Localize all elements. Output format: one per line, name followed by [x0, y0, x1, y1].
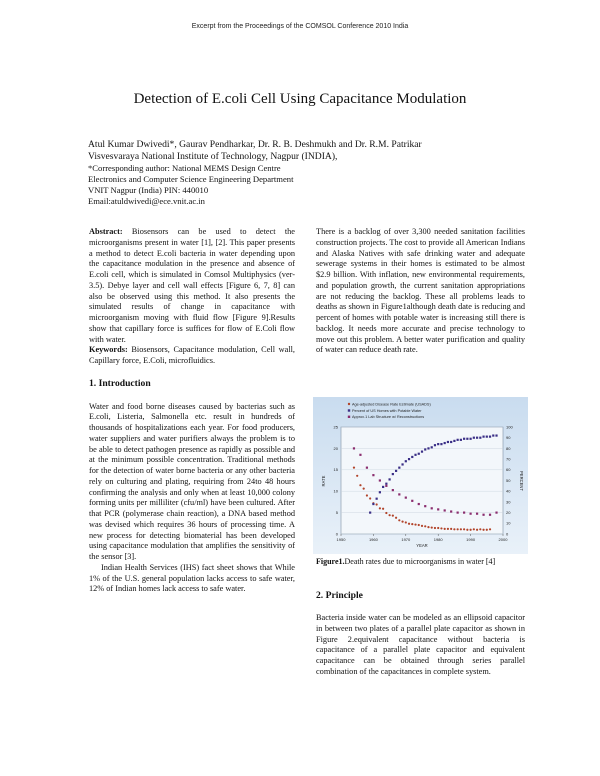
- data-point-disease-rate: [395, 517, 397, 519]
- data-point-lab-structure: [463, 512, 465, 514]
- data-point-potable-water: [486, 436, 488, 438]
- data-point-potable-water: [395, 470, 397, 472]
- author-block: [88, 139, 528, 207]
- data-point-potable-water: [440, 443, 442, 445]
- data-point-disease-rate: [427, 526, 429, 528]
- data-point-lab-structure: [411, 500, 413, 502]
- data-point-disease-rate: [353, 467, 355, 469]
- y-tick-label: 15: [333, 467, 338, 473]
- data-point-lab-structure: [470, 513, 472, 515]
- data-point-disease-rate: [482, 529, 484, 531]
- data-point-lab-structure: [476, 513, 478, 515]
- data-point-potable-water: [379, 491, 381, 493]
- institute-line: Visvesvaraya National Institute of Technology, Nagpur (INDIA),: [88, 151, 338, 162]
- data-point-disease-rate: [450, 528, 452, 530]
- y-tick-label: 5: [335, 510, 338, 515]
- data-point-potable-water: [434, 444, 436, 446]
- data-point-disease-rate: [473, 528, 475, 530]
- data-point-lab-structure: [431, 507, 433, 509]
- x-tick-label: 2000: [498, 537, 508, 542]
- principle-paragraph: Bacteria inside water can be modeled as an ellipsoid capacitor in between two plates of a parallel plate capacitor as shown in Figure 2.equivalent capacitance without bacteria is capacitance of a parallel plate capacitor and equivalent capacitance can be obtained through series parallel combination of the capacitances in complete system.: [316, 613, 525, 676]
- data-point-disease-rate: [414, 523, 416, 525]
- y2-tick-label: 50: [506, 477, 511, 483]
- x-tick-label: 1960: [368, 537, 378, 542]
- data-point-disease-rate: [431, 526, 433, 528]
- data-point-disease-rate: [369, 497, 371, 499]
- plot-area: [341, 427, 503, 534]
- data-point-potable-water: [460, 439, 462, 441]
- data-point-lab-structure: [379, 479, 381, 481]
- data-point-potable-water: [382, 486, 384, 488]
- authors-line: Atul Kumar Dwivedi*, Gaurav Pendharkar, Dr. R. B. Deshmukh and Dr. R.M. Patrikar: [88, 139, 422, 150]
- corresponding-line: *Corresponding author: National MEMS Design Centre: [88, 163, 281, 173]
- y2-tick-label: 10: [506, 520, 511, 526]
- keywords-label: Keywords:: [89, 345, 128, 355]
- data-point-potable-water: [473, 437, 475, 439]
- data-point-potable-water: [385, 483, 387, 485]
- y2-tick-label: 30: [506, 499, 511, 505]
- data-point-disease-rate: [470, 529, 472, 531]
- data-point-disease-rate: [389, 514, 391, 516]
- keywords-text: Biosensors, Capacitance modulation, Cell wall, Capillary force, E.Coli, microfluidics.: [89, 345, 295, 365]
- principle-heading: 2. Principle: [316, 590, 363, 601]
- data-point-disease-rate: [424, 525, 426, 527]
- data-point-disease-rate: [421, 525, 423, 527]
- data-point-disease-rate: [363, 488, 365, 490]
- data-point-lab-structure: [392, 489, 394, 491]
- data-point-potable-water: [372, 503, 374, 505]
- data-point-potable-water: [414, 454, 416, 456]
- y-tick-label: 0: [335, 531, 338, 537]
- data-point-lab-structure: [489, 514, 491, 516]
- data-point-lab-structure: [450, 510, 452, 512]
- data-point-potable-water: [408, 458, 410, 460]
- data-point-potable-water: [457, 439, 459, 441]
- data-point-potable-water: [479, 437, 481, 439]
- data-point-lab-structure: [353, 447, 355, 449]
- data-point-potable-water: [447, 441, 449, 443]
- y2-tick-label: 0: [506, 531, 509, 537]
- data-point-potable-water: [437, 443, 439, 445]
- data-point-lab-structure: [359, 454, 361, 456]
- data-point-disease-rate: [376, 503, 378, 505]
- address-line: VNIT Nagpur (India) PIN: 440010: [88, 185, 209, 195]
- data-point-potable-water: [476, 437, 478, 439]
- abstract-text: Biosensors can be used to detect the microorganisms present in water [1], [2]. This paper presents a method to detect E.coli bacteria in water depending upon the capacitance modulation in the presence and absence of E.coli cell, which is simulated in Comsol Multiphysics (ver-3.5). Debye layer and cell wall effects [Figure 6, 7, 8] can also be observed using this method. It also presents the simulated results of change in capacitance with microorganism moving with fluid flow [Figure 9].Results show that capillary force is suffices for flow of E.Coli flow with water.: [89, 227, 295, 344]
- data-point-lab-structure: [444, 509, 446, 511]
- data-point-potable-water: [466, 438, 468, 440]
- data-point-potable-water: [492, 434, 494, 436]
- department-line: Electronics and Computer Science Engineering Department: [88, 174, 294, 184]
- data-point-potable-water: [369, 512, 371, 514]
- data-point-potable-water: [427, 447, 429, 449]
- legend-marker-1: [348, 403, 350, 405]
- data-point-disease-rate: [476, 529, 478, 531]
- data-point-disease-rate: [463, 528, 465, 530]
- data-point-potable-water: [482, 436, 484, 438]
- data-point-disease-rate: [366, 494, 368, 496]
- y2-tick-label: 60: [506, 467, 511, 473]
- figure-caption-text: Death rates due to microorganisms in water [4]: [344, 557, 496, 566]
- data-point-lab-structure: [372, 474, 374, 476]
- right-column: [316, 227, 525, 356]
- data-point-disease-rate: [489, 528, 491, 530]
- intro-paragraph-1: Water and food borne diseases caused by bacterias such as E.coli, Listeria, Salmonella etc. result in hundreds of thousands of hospitalizations each year. For food producers, water suppliers and water purifiers always the problem is to be able to detect pathogen presence as rapidly as possible and at the minimum possible concentration. Traditional methods for the detection of water borne bacteria or any other bacteria rely on culturing and plating, requiring from 24to 48 hours confirming the analysis and only when at least 10,000 colony forming units per milliliter (cfu/ml) have been cultured. After that PCR (polymerase chain reaction), a DNA based method was devised which requires 36 hours of processing time. A new process for detecting biomaterial has been developed using capacitance modulation that amplifies the sensitivity of the sensor [3].: [89, 401, 295, 561]
- intro-paragraph-2: Indian Health Services (IHS) fact sheet shows that While 1% of the U.S. general population lacks access to safe water, 12% of Indian homes lack access to safe water.: [89, 562, 295, 594]
- data-point-potable-water: [421, 451, 423, 453]
- figure-caption: [316, 557, 525, 567]
- x-axis-label: YEAR: [416, 543, 428, 548]
- email-line: Email:atuldwivedi@ece.vnit.ac.in: [88, 196, 205, 206]
- data-point-lab-structure: [405, 497, 407, 499]
- y2-axis-label: PERCENT: [519, 470, 524, 492]
- data-point-potable-water: [424, 448, 426, 450]
- data-point-potable-water: [389, 478, 391, 480]
- data-point-potable-water: [431, 446, 433, 448]
- data-point-potable-water: [453, 440, 455, 442]
- data-point-potable-water: [444, 442, 446, 444]
- y2-tick-label: 40: [506, 488, 511, 494]
- data-point-disease-rate: [398, 519, 400, 521]
- legend-label-3: Approx.1 Lab Structure w/ Reconstructions: [352, 415, 425, 420]
- x-tick-label: 1990: [466, 537, 476, 542]
- data-point-potable-water: [411, 456, 413, 458]
- data-point-potable-water: [392, 473, 394, 475]
- data-point-potable-water: [405, 460, 407, 462]
- data-point-disease-rate: [359, 484, 361, 486]
- data-point-disease-rate: [418, 524, 420, 526]
- data-point-lab-structure: [385, 485, 387, 487]
- data-point-disease-rate: [401, 520, 403, 522]
- proceedings-header: Excerpt from the Proceedings of the COMSOL Conference 2010 India: [191, 23, 409, 30]
- y2-tick-label: 100: [506, 424, 513, 430]
- left-column: [89, 227, 295, 595]
- data-point-potable-water: [418, 453, 420, 455]
- data-point-potable-water: [401, 463, 403, 465]
- y-tick-label: 10: [333, 488, 338, 494]
- data-point-disease-rate: [382, 508, 384, 510]
- y2-tick-label: 20: [506, 510, 511, 515]
- data-point-potable-water: [376, 498, 378, 500]
- data-point-disease-rate: [356, 475, 358, 477]
- intro-paragraph-3: There is a backlog of over 3,300 needed sanitation facilities construction projects. The cost to provide all American Indians and Alaska Natives with safe drinking water and adequate sewerage systems in their homes is estimated to be almost $2.9 billion. With inflation, new environmental requirements, and population growth, the current sanitation appropriations are not reducing the backlog. These all problems leads to deaths as shown in Figure1although death date is reducing and percent of homes with potable water is increasing still there is backlog. It needs more accurate and precise technology to move out this problem. A better water purification and quality of water can reduce death rate.: [316, 227, 525, 355]
- data-point-lab-structure: [424, 505, 426, 507]
- y-axis-label: RATE: [321, 475, 326, 487]
- data-point-potable-water: [470, 438, 472, 440]
- legend-marker-3: [348, 416, 350, 418]
- data-point-disease-rate: [437, 527, 439, 529]
- y2-tick-label: 90: [506, 435, 511, 441]
- death-rate-chart: [313, 397, 528, 554]
- data-point-disease-rate: [457, 528, 459, 530]
- data-point-potable-water: [495, 434, 497, 436]
- paper-title: Detection of E.coli Cell Using Capacitance Modulation: [133, 91, 467, 107]
- data-point-disease-rate: [486, 529, 488, 531]
- data-point-disease-rate: [392, 514, 394, 516]
- legend-marker-2: [348, 409, 350, 411]
- data-point-potable-water: [450, 441, 452, 443]
- data-point-disease-rate: [466, 529, 468, 531]
- data-point-potable-water: [463, 438, 465, 440]
- data-point-disease-rate: [440, 527, 442, 529]
- data-point-disease-rate: [434, 527, 436, 529]
- data-point-disease-rate: [405, 521, 407, 523]
- x-tick-label: 1980: [433, 537, 443, 542]
- introduction-heading: 1. Introduction: [89, 377, 151, 389]
- data-point-lab-structure: [398, 493, 400, 495]
- data-point-lab-structure: [437, 508, 439, 510]
- y2-tick-label: 80: [506, 445, 511, 451]
- data-point-lab-structure: [482, 514, 484, 516]
- data-point-disease-rate: [385, 512, 387, 514]
- legend-label-1: Age-adjusted Disease Rate Estimate (USADS): [352, 402, 431, 407]
- y-tick-label: 20: [333, 445, 338, 451]
- y-tick-label: 25: [333, 424, 338, 430]
- data-point-lab-structure: [366, 467, 368, 469]
- data-point-disease-rate: [408, 523, 410, 525]
- data-point-potable-water: [398, 467, 400, 469]
- data-point-lab-structure: [457, 512, 459, 514]
- data-point-disease-rate: [411, 523, 413, 525]
- x-tick-label: 1970: [401, 537, 411, 542]
- figure-caption-label: Figure1.: [316, 557, 345, 566]
- data-point-disease-rate: [447, 528, 449, 530]
- data-point-disease-rate: [479, 528, 481, 530]
- legend-label-2: Percent of US Homes with Potable Water: [352, 408, 422, 413]
- y2-tick-label: 70: [506, 456, 511, 462]
- x-tick-label: 1950: [336, 537, 346, 542]
- data-point-potable-water: [489, 436, 491, 438]
- keywords-paragraph: [89, 345, 295, 367]
- data-point-disease-rate: [444, 528, 446, 530]
- data-point-disease-rate: [379, 507, 381, 509]
- abstract-label: Abstract:: [89, 227, 123, 236]
- data-point-disease-rate: [460, 528, 462, 530]
- data-point-lab-structure: [495, 512, 497, 514]
- abstract-paragraph: [89, 227, 295, 345]
- data-point-lab-structure: [418, 503, 420, 505]
- data-point-disease-rate: [453, 528, 455, 530]
